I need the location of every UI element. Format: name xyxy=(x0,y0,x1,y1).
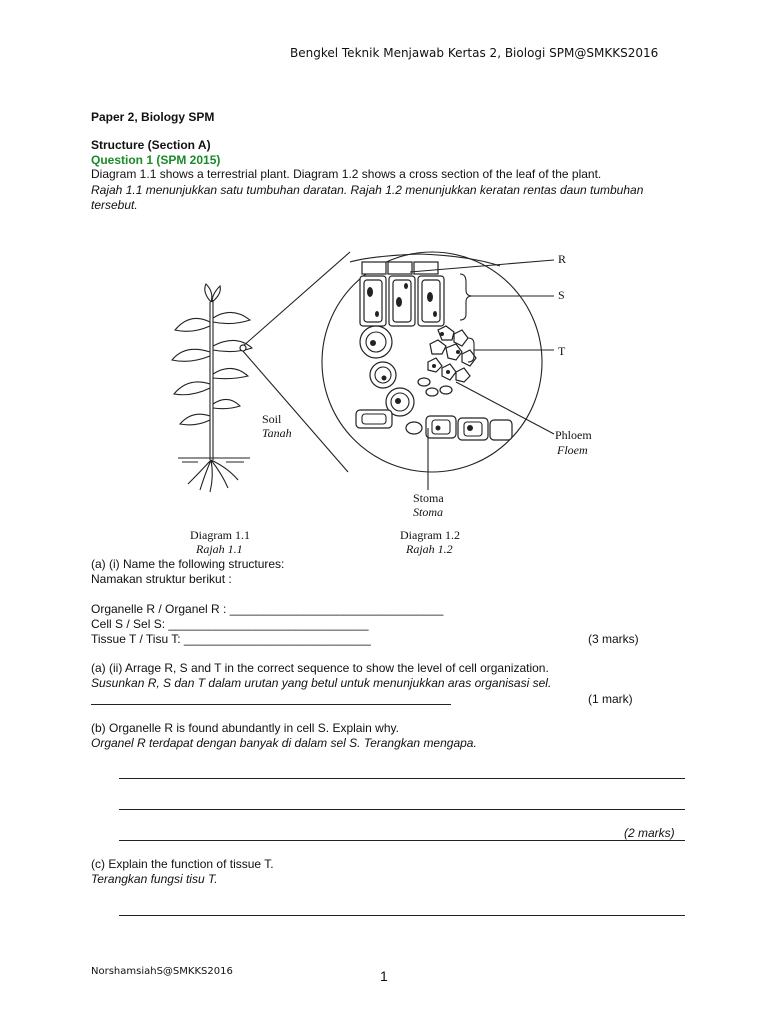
label-soil-ms: Tanah xyxy=(262,426,292,440)
label-stoma-ms: Stoma xyxy=(413,505,443,519)
answer-line-c-1[interactable] xyxy=(119,915,685,916)
marks-b: (2 marks) xyxy=(624,826,675,840)
answer-line-b-3[interactable] xyxy=(119,840,685,841)
intro-malay-line2: tersebut. xyxy=(91,198,138,212)
answer-line-a-ii[interactable] xyxy=(91,704,451,705)
label-s: S xyxy=(558,288,565,302)
label-r: R xyxy=(558,252,567,266)
question-a-i: (a) (i) Name the following structures: xyxy=(91,557,285,571)
footer-author: NorshamsiahS@SMKKS2016 xyxy=(91,966,233,977)
question-a-i-ms: Namakan struktur berikut : xyxy=(91,572,232,586)
question-b: (b) Organelle R is found abundantly in cell S. Explain why. xyxy=(91,721,399,735)
answer-organelle-r[interactable]: Organelle R / Organel R : ________________________________ xyxy=(91,602,444,616)
caption-rajah-1-1: Rajah 1.1 xyxy=(196,542,243,556)
page-number: 1 xyxy=(380,968,388,984)
question-a-ii-ms: Susunkan R, S dan T dalam urutan yang betul untuk menunjukkan aras organisasi sel. xyxy=(91,676,552,690)
marks-a-i: (3 marks) xyxy=(588,632,639,646)
label-phloem-ms: Floem xyxy=(557,443,588,457)
intro-english: Diagram 1.1 shows a terrestrial plant. Diagram 1.2 shows a cross section of the leaf of the plant. xyxy=(91,167,602,181)
answer-tissue-t[interactable]: Tissue T / Tisu T: ____________________________ xyxy=(91,632,371,646)
label-soil: Soil xyxy=(262,412,282,426)
caption-rajah-1-2: Rajah 1.2 xyxy=(406,542,453,556)
page-header: Bengkel Teknik Menjawab Kertas 2, Biologi SPM@SMKKS2016 xyxy=(290,46,659,60)
answer-line-b-2[interactable] xyxy=(119,809,685,810)
paper-title: Paper 2, Biology SPM xyxy=(91,110,215,124)
answer-line-b-1[interactable] xyxy=(119,778,685,779)
question-c-ms: Terangkan fungsi tisu T. xyxy=(91,872,218,886)
label-stoma: Stoma xyxy=(413,491,444,505)
label-t: T xyxy=(558,344,566,358)
caption-diagram-1-2: Diagram 1.2 xyxy=(400,528,460,542)
caption-diagram-1-1: Diagram 1.1 xyxy=(190,528,250,542)
question-c: (c) Explain the function of tissue T. xyxy=(91,857,274,871)
question-a-ii: (a) (ii) Arrage R, S and T in the correct sequence to show the level of cell organization. xyxy=(91,661,549,675)
leaf-diagram-figure xyxy=(170,222,610,562)
label-phloem: Phloem xyxy=(555,428,592,442)
question-b-ms: Organel R terdapat dengan banyak di dalam sel S. Terangkan mengapa. xyxy=(91,736,477,750)
intro-malay-line1: Rajah 1.1 menunjukkan satu tumbuhan daratan. Rajah 1.2 menunjukkan keratan rentas daun tumbuhan xyxy=(91,183,644,197)
answer-cell-s[interactable]: Cell S / Sel S: ______________________________ xyxy=(91,617,369,631)
plant-illustration xyxy=(172,284,252,492)
vascular-bundle xyxy=(418,326,476,396)
marks-a-ii: (1 mark) xyxy=(588,692,633,706)
question-title: Question 1 (SPM 2015) xyxy=(91,153,221,167)
section-title: Structure (Section A) xyxy=(91,138,211,152)
